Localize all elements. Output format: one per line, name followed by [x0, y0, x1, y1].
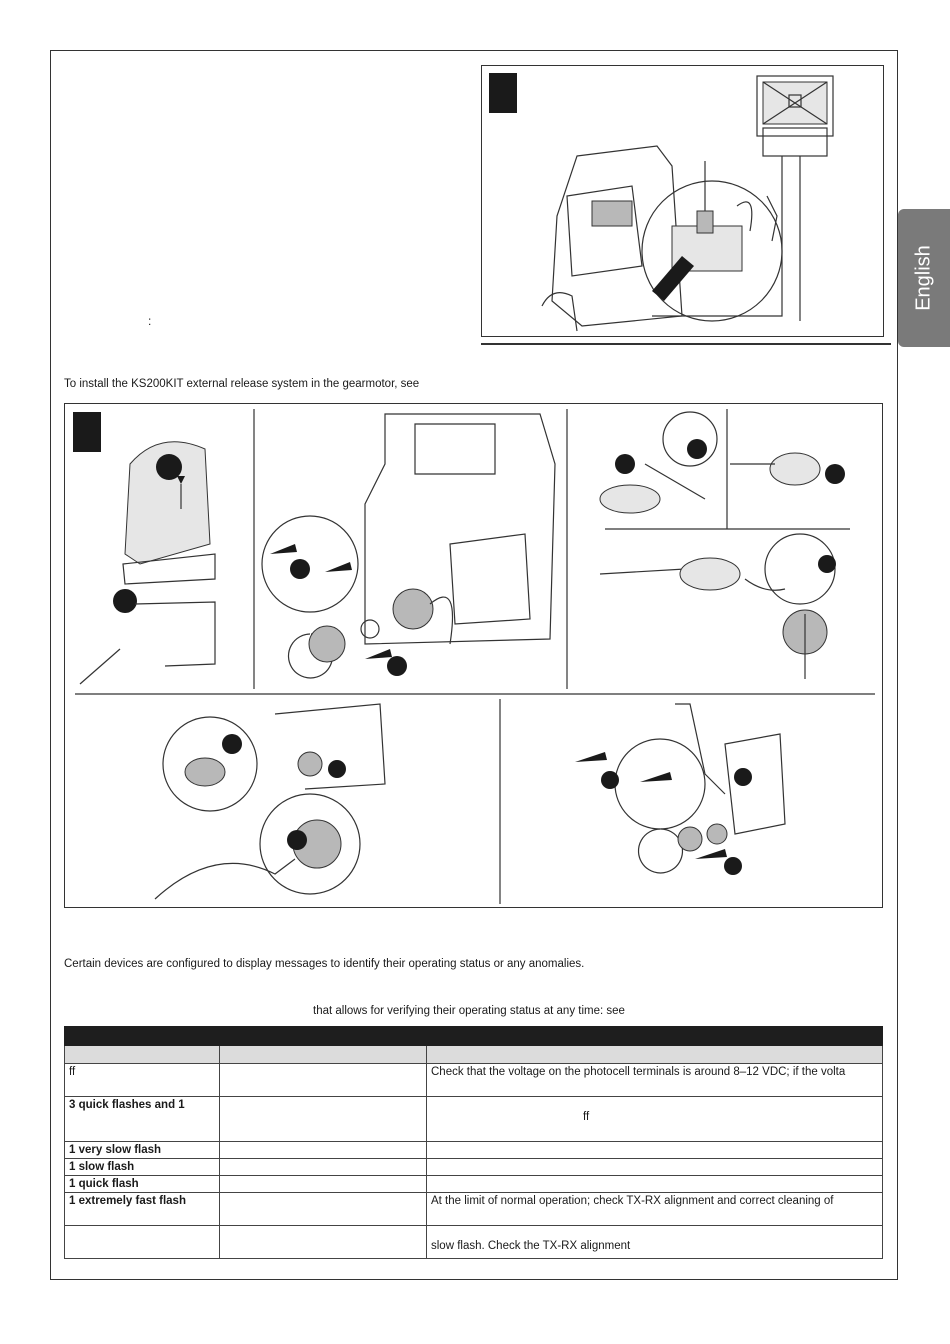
table-column-header [65, 1046, 883, 1064]
status-cell [220, 1226, 427, 1259]
table-row [65, 1159, 883, 1176]
led-cell: 1 slow flash [65, 1159, 220, 1176]
status-cell [220, 1176, 427, 1193]
led-cell [65, 1226, 220, 1259]
status-cell [220, 1097, 427, 1142]
release-intro-text: To install the KS200KIT external release system in the gearmotor, see [64, 378, 420, 390]
action-cell: At the limit of normal operation; check TX-RX alignment and correct cleaning of [427, 1193, 883, 1226]
led-cell: ff [65, 1064, 220, 1097]
status-cell [220, 1064, 427, 1097]
photocell-led-table [64, 1026, 883, 1259]
table-header-band [65, 1027, 883, 1046]
action-cell: Check that the voltage on the photocell terminals is around 8–12 VDC; if the volta [427, 1064, 883, 1097]
led-cell: 1 extremely fast flash [65, 1193, 220, 1226]
action-cell: slow flash. Check the TX-RX alignment [427, 1226, 883, 1259]
table-row [65, 1176, 883, 1193]
table-row [65, 1142, 883, 1159]
table-row [65, 1097, 883, 1142]
figure-photocell-wiring [481, 65, 884, 337]
action-cell [427, 1159, 883, 1176]
status-cell [220, 1193, 427, 1226]
action-cell [427, 1142, 883, 1159]
action-cell [427, 1176, 883, 1193]
intro-colon: : [148, 314, 152, 328]
table-row [65, 1064, 883, 1097]
photocell-note-text: that allows for verifying their operating status at any time: see [313, 1005, 625, 1017]
status-cell [220, 1142, 427, 1159]
diagnostics-intro-text: Certain devices are configured to display messages to identify their operating status or any anomalies. [64, 958, 585, 970]
table-row [65, 1226, 883, 1259]
divider-rule [481, 343, 891, 345]
led-cell: 1 quick flash [65, 1176, 220, 1193]
language-tab[interactable] [898, 209, 950, 347]
language-tab-label: English [912, 245, 935, 311]
release-kit-illustration [65, 404, 884, 909]
table-row [65, 1193, 883, 1226]
led-cell: 1 very slow flash [65, 1142, 220, 1159]
photocell-wiring-illustration [482, 66, 885, 338]
figure-release-kit [64, 403, 883, 908]
action-cell: ff [427, 1097, 883, 1142]
led-cell: 3 quick flashes and 1 [65, 1097, 220, 1142]
status-cell [220, 1159, 427, 1176]
